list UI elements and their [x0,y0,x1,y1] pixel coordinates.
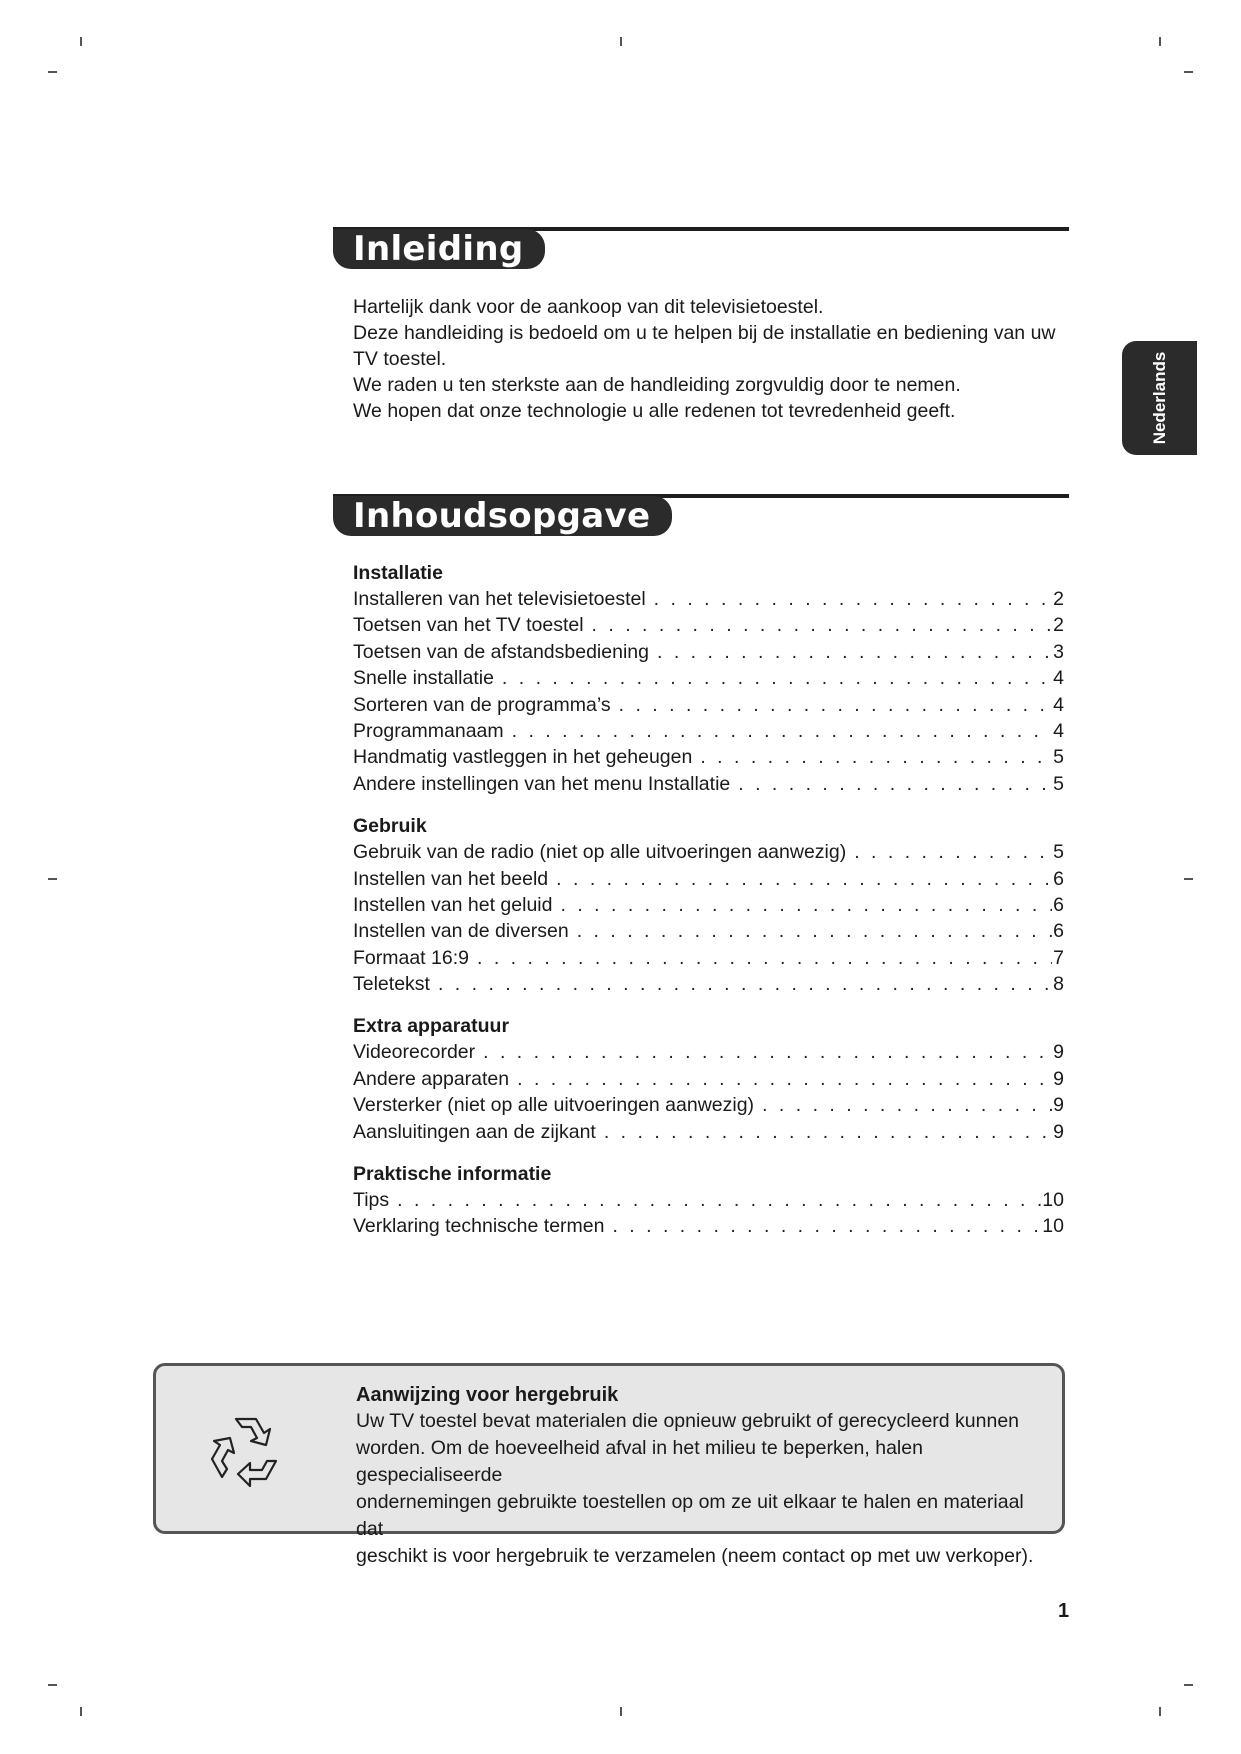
toc-entry-title: Programmanaam [353,719,504,742]
toc-entry [353,1066,1064,1092]
toc-section-header [333,494,1069,540]
toc-leader-dots [438,971,1052,997]
toc-entry-page: 5 [1053,841,1064,864]
toc-entry-page: 9 [1053,1067,1064,1090]
toc-leader-dots [612,1213,1041,1239]
toc-entry-page: 8 [1053,973,1064,996]
toc-entry-title: Toetsen van het TV toestel [353,614,584,637]
toc-entry [353,892,1064,918]
toc-group-title: Installatie [353,562,443,584]
toc-entry-page: 9 [1053,1041,1064,1064]
toc-entry [353,692,1064,718]
toc-entry-page: 2 [1053,614,1064,637]
toc-leader-dots [517,1066,1052,1092]
intro-line: Hartelijk dank voor de aankoop van dit televisietoestel. [353,296,824,318]
intro-line: We raden u ten sterkste aan de handleiding zorgvuldig door te nemen. [353,374,961,396]
toc-leader-dots [654,586,1052,612]
intro-line: Deze handleiding is bedoeld om u te helpen bij de installatie en bediening van uw TV toestel. [353,322,1056,370]
toc-entry-title: Gebruik van de radio (niet op alle uitvoeringen aanwezig) [353,841,847,864]
toc-entry [353,1092,1064,1118]
toc-entry-page: 10 [1042,1189,1064,1212]
crop-mark [48,1684,57,1686]
toc-entry-page: 4 [1053,667,1064,690]
toc-entry [353,1039,1064,1065]
recycle-title: Aanwijzing voor hergebruik [356,1384,619,1406]
crop-mark [1159,1707,1161,1716]
toc-entry-page: 9 [1053,1094,1064,1117]
toc-heading: Inhoudsopgave [333,496,672,536]
toc-group [353,560,1064,797]
toc-entry [353,918,1064,944]
toc-leader-dots [560,892,1052,918]
toc-leader-dots [762,1092,1052,1118]
toc-entry-page: 6 [1053,920,1064,943]
toc-leader-dots [397,1187,1041,1213]
toc-entry-title: Tips [353,1189,390,1212]
toc-group [353,1013,1064,1145]
toc-entry-page: 7 [1053,946,1064,969]
toc-group [353,1161,1064,1240]
toc-group-title: Extra apparatuur [353,1015,510,1038]
language-tab [1122,341,1197,455]
toc-leader-dots [738,771,1052,797]
toc-group [353,813,1064,997]
toc-entry-page: 4 [1053,719,1064,742]
toc-leader-dots [657,639,1052,665]
crop-mark [1184,878,1193,880]
toc-entry [353,639,1064,665]
toc-entry-page: 3 [1053,640,1064,663]
toc-entry [353,1119,1064,1145]
toc-entry-page: 9 [1053,1120,1064,1143]
toc-entry-page: 5 [1053,746,1064,769]
toc-leader-dots [619,692,1053,718]
toc-leader-dots [502,665,1052,691]
recycle-notice [153,1363,1065,1567]
toc-leader-dots [604,1119,1052,1145]
toc-entry-page: 6 [1053,867,1064,890]
toc-entry-title: Instellen van het beeld [353,867,549,890]
toc-entry-page: 5 [1053,772,1064,795]
toc-leader-dots [592,612,1053,638]
toc-entry [353,665,1064,691]
recycle-line: worden. Om de hoeveelheid afval in het milieu te beperken, halen gespecialiseerde [356,1437,923,1486]
toc-entry [353,744,1064,770]
language-tab-label: Nederlands [1149,351,1169,445]
toc-entry [353,612,1064,638]
intro-heading: Inleiding [333,229,545,269]
crop-mark [620,37,622,46]
recycle-line: geschikt is voor hergebruik te verzamelen (neem contact op met uw verkoper). [356,1545,1034,1567]
toc-entry-title: Aansluitingen aan de zijkant [353,1120,596,1143]
intro-text [353,294,1073,424]
toc-leader-dots [556,866,1052,892]
toc-entry-page: 2 [1053,588,1064,610]
toc-entry-page: 10 [1042,1215,1064,1238]
toc-entry-page: 6 [1053,893,1064,916]
crop-mark [48,71,57,73]
toc-entry-title: Versterker (niet op alle uitvoeringen aanwezig) [353,1094,755,1117]
crop-mark [80,37,82,46]
toc-entry [353,718,1064,744]
toc-entry-title: Instellen van het geluid [353,893,553,916]
toc-entry-title: Teletekst [353,973,430,996]
toc-entry [353,839,1064,865]
toc-entry [353,866,1064,892]
crop-mark [620,1707,622,1716]
recycle-line: ondernemingen gebruikte toestellen op om ze uit elkaar te halen en materiaal dat [356,1491,1024,1540]
toc-entry-title: Sorteren van de programma’s [353,693,611,716]
toc-entry-title: Toetsen van de afstandsbediening [353,640,649,663]
toc-group-title: Praktische informatie [353,1163,552,1186]
table-of-contents [353,560,1064,1256]
toc-entry-title: Verklaring technische termen [353,1215,605,1238]
toc-leader-dots [483,1039,1052,1065]
toc-entry [353,1213,1064,1239]
toc-entry [353,586,1064,612]
toc-group-title: Gebruik [353,815,427,838]
crop-mark [1159,37,1161,46]
crop-mark [1184,1684,1193,1686]
crop-mark [48,878,57,880]
page-number: 1 [1058,1600,1070,1622]
toc-entry [353,971,1064,997]
toc-entry-title: Andere apparaten [353,1067,510,1090]
toc-entry [353,945,1064,971]
toc-entry-page: 4 [1053,693,1064,716]
toc-entry-title: Snelle installatie [353,667,494,690]
toc-entry [353,771,1064,797]
toc-leader-dots [512,718,1053,744]
toc-leader-dots [577,918,1052,944]
crop-mark [80,1707,82,1716]
toc-leader-dots [854,839,1052,865]
crop-mark [1184,71,1193,73]
recycle-icon [206,1411,286,1491]
toc-entry-title: Instellen van de diversen [353,920,569,943]
intro-line: We hopen dat onze technologie u alle redenen tot tevredenheid geeft. [353,400,956,422]
toc-entry-title: Andere instellingen van het menu Installatie [353,772,731,795]
recycle-line: Uw TV toestel bevat materialen die opnieuw gebruikt of gerecycleerd kunnen [356,1410,1020,1432]
toc-entry-title: Formaat 16:9 [353,946,469,969]
toc-leader-dots [477,945,1052,971]
toc-entry-title: Installeren van het televisietoestel [353,588,646,610]
toc-entry-title: Handmatig vastleggen in het geheugen [353,746,693,769]
toc-entry [353,1187,1064,1213]
toc-leader-dots [700,744,1052,770]
intro-section-header [333,227,1069,273]
toc-entry-title: Videorecorder [353,1041,476,1064]
